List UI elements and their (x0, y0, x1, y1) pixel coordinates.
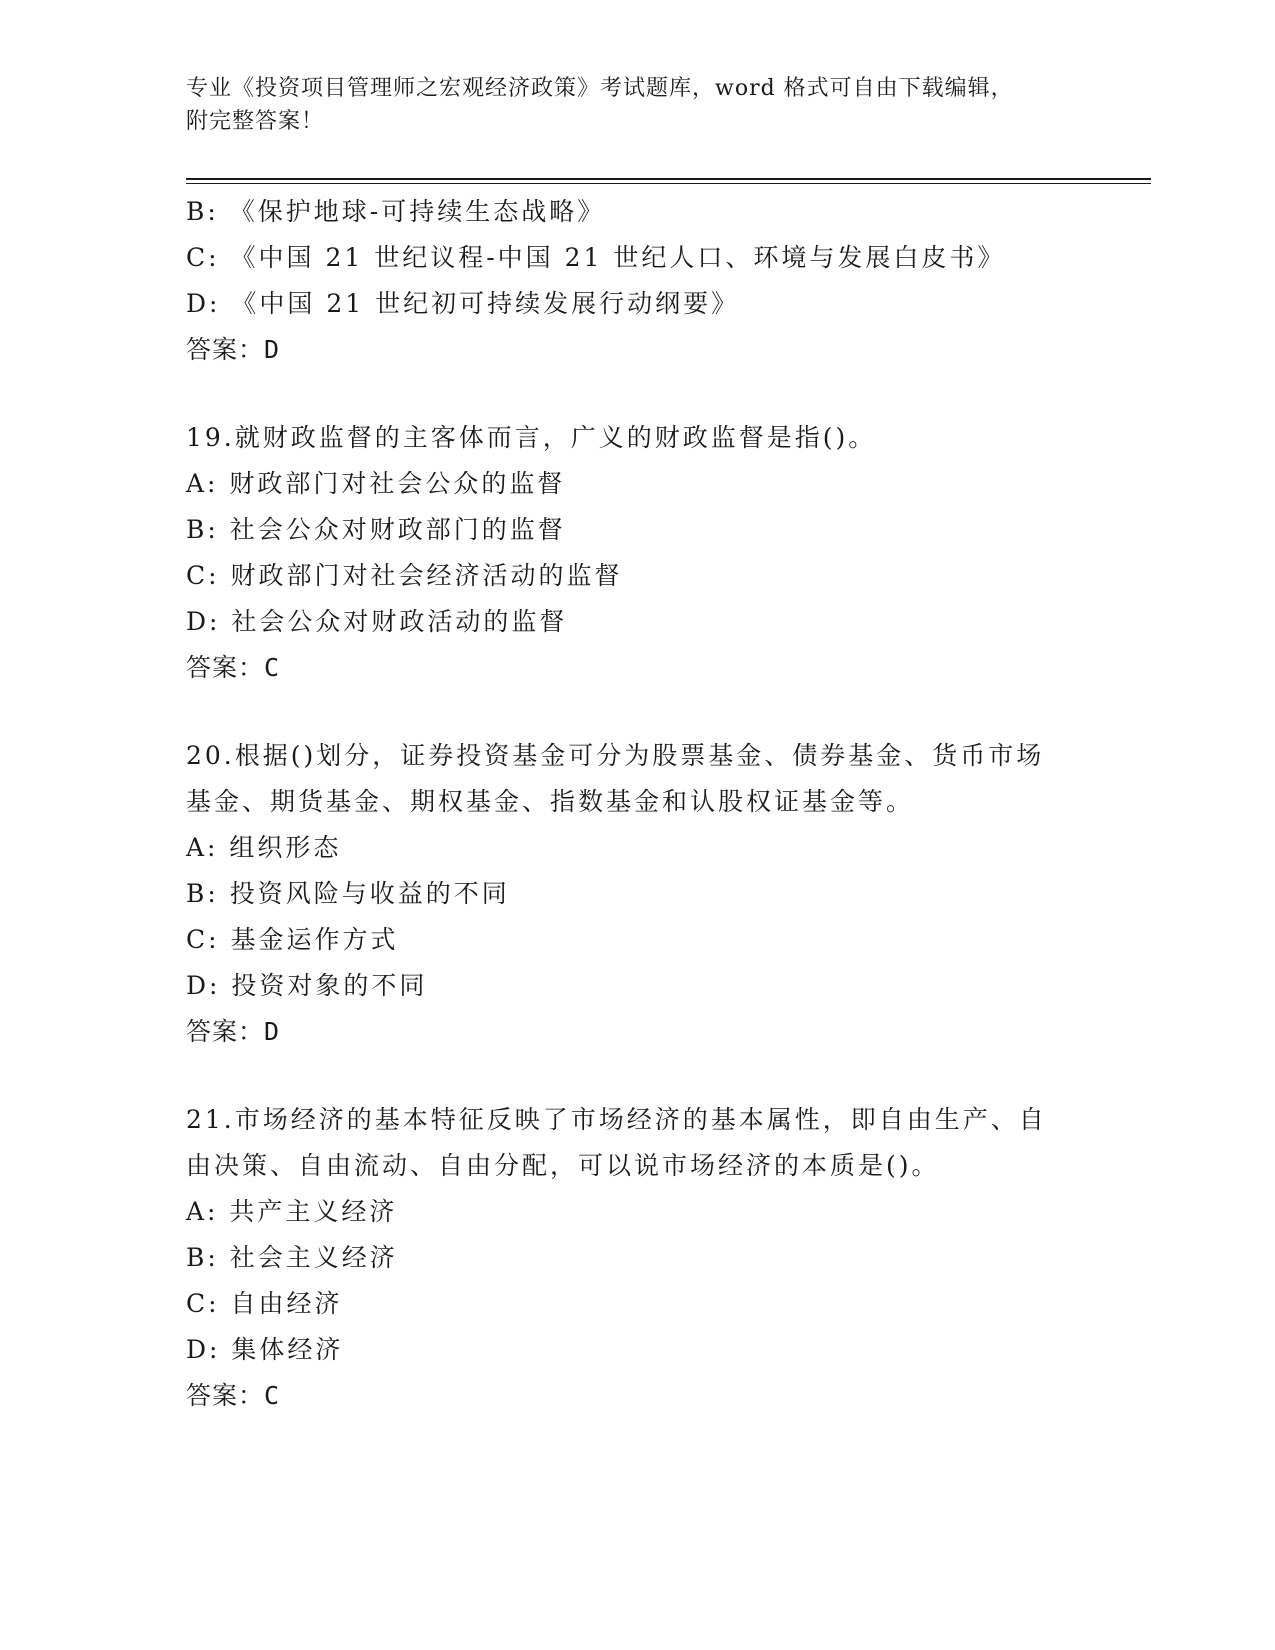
option-c: C: 基金运作方式 (186, 925, 399, 954)
header-line-2: 附完整答案！ (186, 109, 325, 134)
option-c: C: 《中国 21 世纪议程-中国 21 世纪人口、环境与发展白皮书》 (186, 243, 1006, 272)
option-a: A: 财政部门对社会公众的监督 (186, 469, 566, 498)
answer: 答案：D (186, 335, 281, 364)
answer: 答案：C (186, 653, 281, 682)
option-b: B: 投资风险与收益的不同 (186, 879, 510, 908)
option-d: D: 《中国 21 世纪初可持续发展行动纲要》 (186, 289, 740, 318)
option-b: B: 社会主义经济 (186, 1243, 398, 1272)
question-stem-line-2: 基金、期货基金、期权基金、指数基金和认股权证基金等。 (186, 787, 915, 816)
option-b: B: 社会公众对财政部门的监督 (186, 515, 566, 544)
header-divider-thin (186, 183, 1151, 184)
question-stem-line-1: 21.市场经济的基本特征反映了市场经济的基本属性，即自由生产、自 (186, 1105, 1047, 1134)
question-stem: 19.就财政监督的主客体而言，广义的财政监督是指()。 (186, 423, 877, 452)
question-stem-line-2: 由决策、自由流动、自由分配，可以说市场经济的本质是()。 (186, 1151, 940, 1180)
option-d: D: 投资对象的不同 (186, 971, 428, 1000)
option-d: D: 社会公众对财政活动的监督 (186, 607, 568, 636)
answer: 答案：D (186, 1017, 281, 1046)
question-19 (186, 415, 1106, 691)
option-a: A: 组织形态 (186, 833, 342, 862)
option-a: A: 共产主义经济 (186, 1197, 398, 1226)
spacer (186, 1055, 1106, 1097)
option-c: C: 财政部门对社会经济活动的监督 (186, 561, 623, 590)
question-list (186, 189, 1106, 1419)
question-20 (186, 733, 1106, 1055)
spacer (186, 691, 1106, 733)
spacer (186, 373, 1106, 415)
document-header (186, 72, 1086, 138)
header-line-1: 专业《投资项目管理师之宏观经济政策》考试题库，word 格式可自由下载编辑， (186, 76, 1014, 101)
question-21 (186, 1097, 1106, 1419)
option-d: D: 集体经济 (186, 1335, 344, 1364)
answer: 答案：C (186, 1381, 281, 1410)
question-18 (186, 189, 1106, 373)
header-divider-thick (186, 178, 1151, 180)
question-stem-line-1: 20.根据()划分，证券投资基金可分为股票基金、债券基金、货币市场 (186, 741, 1045, 770)
option-b: B: 《保护地球-可持续生态战略》 (186, 197, 606, 226)
option-c: C: 自由经济 (186, 1289, 343, 1318)
